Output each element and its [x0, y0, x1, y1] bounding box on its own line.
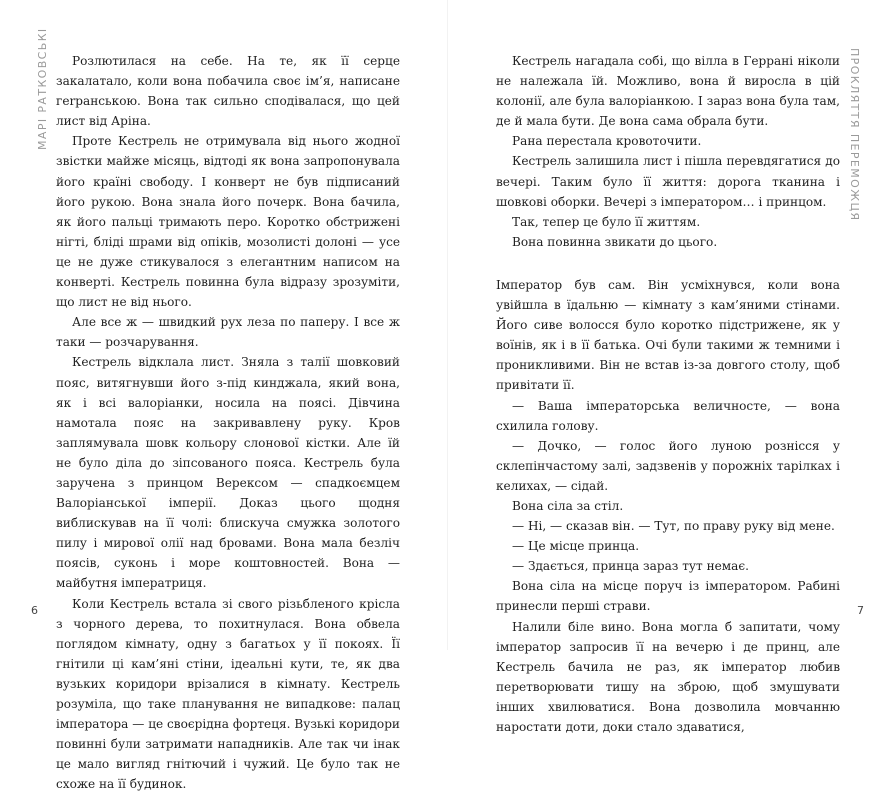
paragraph: Вона сіла на місце поруч із імператором. Рабині принесли перші страви.	[496, 579, 840, 614]
paragraph: Рана перестала кровоточити.	[512, 134, 702, 149]
paragraph: Кестрель нагадала собі, що вілла в Геррані ніколи не належала їй. Можливо, вона й виросла в цій колонії, але була валоріанкою. І зараз вона була там, де й мала бути. Де вона сама обрала бути.	[496, 54, 840, 129]
left-page	[0, 0, 448, 792]
paragraph: Але все ж — швидкий рух леза по паперу. І все ж таки — розчарування.	[56, 315, 400, 350]
section-first-paragraph: Імператор був сам. Він усміхнувся, коли вона увійшла в їдальню — кімнату з кам’яними стінами. Його сиве волосся було коротко підстрижене, як у воїнів, як і в її батька. Очі були такими ж темними і проникливими. Він не встав із-за довгого столу, щоб привітати її.	[496, 277, 840, 393]
paragraph: Проте Кестрель не отримувала від нього жодної звістки майже місяць, відтоді як вона запропонувала його країні свободу. І конверт не був підписаний його рукою. Вона знала його почерк. Вона бачила, як його пальці тримають перо. Коротко обстрижені нігті, бліді шрами від опіків, мозолисті долоні — усе це не дуже стикувалося з елегантним написом на конверті. Кестрель повинна була відразу зрозуміти, що лист не від нього.	[56, 134, 400, 310]
page-number: 6	[31, 604, 38, 617]
paragraph: — Ваша імператорська величносте, — вона схилила голову.	[496, 398, 840, 433]
running-head-title: ПРОКЛЯТТЯ ПЕРЕМОЖЦЯ	[848, 48, 861, 222]
page-number: 7	[857, 604, 864, 617]
paragraph: Коли Кестрель встала зі свого різьбленого крісла з чорного дерева, то похитнулася. Вона обвела поглядом кімнату, одну з багатьох у її покоях. Її гнітили ці кам’яні стіни, ідеальні кути, те, як два вузьких коридори врізалися в кімнату. Кестрель розуміла, що таке планування не випадкове: палац імператора — це своєрідна фортеця. Вузькі коридори повинні були затримати нападників. Але так чи інак це мало вигляд гнітючий і чужий. Це було так не схоже на її будинок.	[56, 596, 400, 792]
running-head-author: МАРІ РАТКОВСЬКІ	[36, 27, 49, 150]
paragraph: — Це місце принца.	[512, 539, 640, 554]
left-page-body	[56, 51, 400, 794]
paragraph: Так, тепер це було її життям.	[512, 214, 701, 229]
right-page-body	[496, 51, 840, 737]
paragraph: — Здається, принца зараз тут немає.	[512, 559, 750, 574]
paragraph: Кестрель залишила лист і пішла перевдягатися до вечері. Таким було її життя: дорога тканина і шовкові оборки. Вечері з імператором… і принцом.	[496, 154, 840, 209]
paragraph: Розлютилася на себе. На те, як її серце закалатало, коли вона побачила своє ім’я, написане гerранською. Вона так сильно сподівалася, що цей лист від Аріна.	[56, 54, 400, 129]
paragraph: Вона повинна звикати до цього.	[512, 234, 718, 249]
paragraph: Вона сіла за стіл.	[512, 498, 624, 513]
paragraph: — Дочко, — голос його луною рознісся у склепінчастому залі, задзвенів у порожніх тарілках і келихах, — сідай.	[496, 438, 840, 493]
paragraph: Кестрель відклала лист. Зняла з талії шовковий пояс, витягнувши його з-під кинджала, який вона, як і всі валоріанки, носила на поясі. Дівчина намотала пояс на закривавлену руку. Кров заплямувала шовк кольору слонової кістки. Але їй не було діла до зіпсованого пояса. Кестрель була заручена з принцом Верексом — спадкоємцем Валоріанської імперії. Доказ цього щодня виблискував на її чолі: блискуча смужка золотого пилу і мирової олії над бровами. Вона мала безліч поясів, суконь і море коштовностей. Вона — майбутня імператриця.	[56, 355, 400, 591]
paragraph: — Ні, — сказав він. — Тут, по праву руку від мене.	[512, 519, 835, 534]
paragraph: Налили біле вино. Вона могла б запитати, чому імператор запросив її на вечерю і де принц, але Кестрель бачила не раз, як імператор любив перетворювати тишу на зброю, щоб змушувати інших хвилюватися. Вона дозволила мовчанню наростати доти, доки стало здаватися,	[496, 619, 840, 734]
right-page	[448, 0, 896, 734]
